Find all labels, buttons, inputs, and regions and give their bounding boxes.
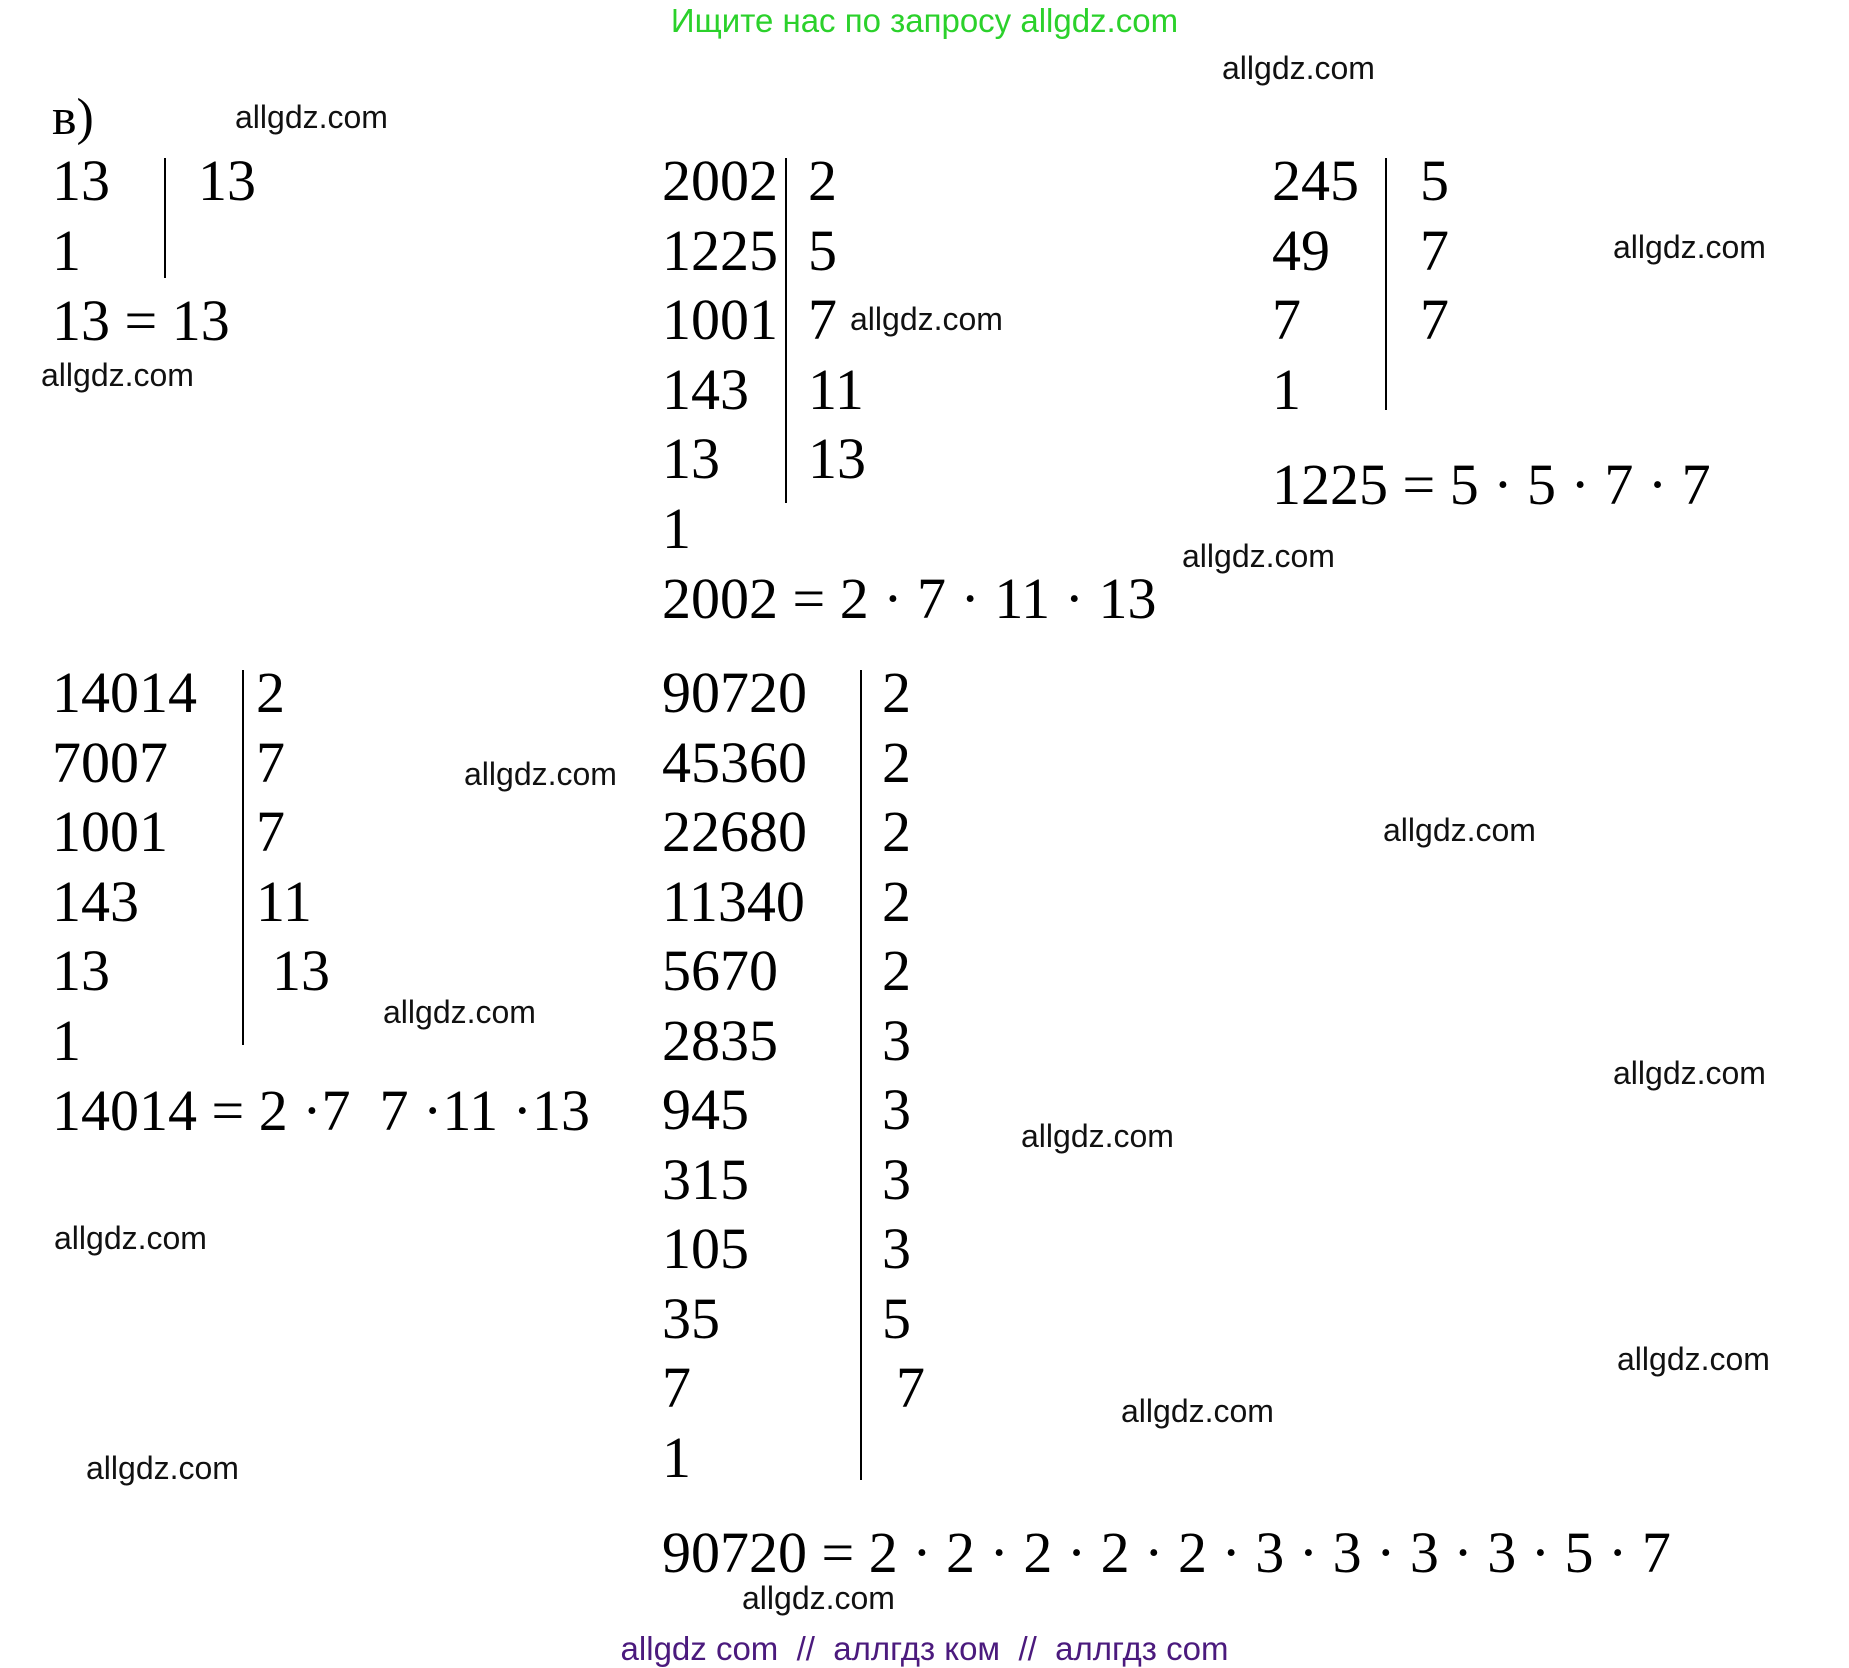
divisor: 2 [882, 660, 911, 725]
dividend: 13 [662, 426, 720, 491]
division-line [860, 670, 862, 1480]
dividend: 5670 [662, 938, 778, 1003]
division-line [164, 158, 166, 278]
divisor-column [198, 146, 256, 216]
watermark: allgdz.com [86, 1450, 239, 1486]
divisor: 7 [256, 729, 285, 795]
divisor: 11 [256, 868, 312, 934]
dividend: 1 [662, 1424, 691, 1490]
dividend: 945 [662, 1077, 749, 1142]
divisor: 11 [808, 356, 864, 422]
factorization-result: 14014 = 2 ·7 7 ·11 ·13 [52, 1078, 591, 1143]
divisor: 5 [1420, 148, 1449, 213]
divisor: 13 [198, 148, 256, 213]
divisor: 13 [808, 426, 866, 491]
header-search-link[interactable]: Ищите нас по запросу allgdz.com [670, 2, 1179, 39]
divisor: 7 [808, 287, 837, 352]
watermark: allgdz.com [1021, 1118, 1174, 1154]
divisor: 2 [882, 938, 911, 1003]
watermark: allgdz.com [1383, 812, 1536, 848]
dividend: 90720 [662, 660, 807, 725]
dividend-column [1272, 146, 1359, 424]
watermark: allgdz.com [54, 1220, 207, 1256]
watermark: allgdz.com [235, 99, 388, 135]
divisor: 7 [1420, 287, 1449, 352]
dividend: 13 [52, 938, 110, 1003]
divisor: 2 [882, 729, 911, 795]
divisor: 2 [808, 148, 837, 213]
dividend: 1225 [662, 217, 778, 283]
watermark: allgdz.com [1613, 1055, 1766, 1091]
divisor: 2 [256, 660, 285, 725]
divisor: 7 [896, 1355, 925, 1420]
watermark: allgdz.com [1613, 229, 1766, 265]
dividend: 105 [662, 1216, 749, 1281]
dividend: 22680 [662, 799, 807, 864]
dividend: 13 [52, 148, 110, 213]
dividend: 14014 [52, 660, 197, 725]
watermark: allgdz.com [1617, 1341, 1770, 1377]
divisor: 3 [882, 1216, 911, 1281]
divisor: 2 [882, 799, 911, 864]
divisor: 7 [1420, 217, 1449, 283]
footer-links[interactable]: allgdz com // аллгдз ком // аллгдз com [620, 1630, 1229, 1667]
dividend-column [662, 658, 807, 1492]
dividend: 2002 [662, 148, 778, 213]
dividend: 7 [1272, 287, 1301, 352]
watermark: allgdz.com [1121, 1393, 1274, 1429]
watermark: allgdz.com [850, 301, 1003, 337]
divisor: 3 [882, 1146, 911, 1212]
factorization-result: 1225 = 5 · 5 · 7 · 7 [1272, 452, 1711, 517]
watermark: allgdz.com [1182, 538, 1335, 574]
dividend-column [52, 146, 110, 285]
division-line [242, 670, 244, 1045]
divisor-column [1420, 146, 1449, 355]
dividend: 11340 [662, 868, 805, 934]
watermark: allgdz.com [1222, 50, 1375, 86]
dividend: 1 [52, 217, 81, 283]
dividend: 2835 [662, 1007, 778, 1073]
part-label: в) [52, 89, 94, 146]
dividend-column [662, 146, 778, 563]
watermark: allgdz.com [383, 994, 536, 1030]
dividend: 1001 [662, 287, 778, 352]
factorization-result: 2002 = 2 · 7 · 11 · 13 [662, 566, 1157, 631]
divisor-column [882, 658, 925, 1423]
dividend: 1 [662, 495, 691, 561]
factorization-result: 90720 = 2 · 2 · 2 · 2 · 2 · 3 · 3 · 3 · 3 · 5 · 7 [662, 1520, 1671, 1585]
dividend: 1 [52, 1007, 81, 1073]
division-line [785, 158, 787, 503]
watermark: allgdz.com [41, 357, 194, 393]
dividend-column [52, 658, 197, 1075]
dividend: 7007 [52, 729, 168, 795]
dividend: 143 [662, 356, 749, 422]
divisor: 5 [808, 217, 837, 283]
dividend: 35 [662, 1285, 720, 1351]
factorization-result: 13 = 13 [52, 288, 230, 353]
dividend: 143 [52, 868, 139, 934]
watermark: allgdz.com [742, 1580, 895, 1616]
divisor: 13 [272, 938, 330, 1003]
divisor: 7 [256, 799, 285, 864]
dividend: 49 [1272, 217, 1330, 283]
dividend: 1001 [52, 799, 168, 864]
dividend: 1 [1272, 356, 1301, 422]
divisor: 5 [882, 1285, 911, 1351]
dividend: 315 [662, 1146, 749, 1212]
divisor: 2 [882, 868, 911, 934]
dividend: 45360 [662, 729, 807, 795]
divisor: 3 [882, 1077, 911, 1142]
divisor: 3 [882, 1007, 911, 1073]
dividend: 245 [1272, 148, 1359, 213]
dividend: 7 [662, 1355, 691, 1420]
division-line [1385, 158, 1387, 410]
watermark: allgdz.com [464, 756, 617, 792]
divisor-column [256, 658, 330, 1006]
